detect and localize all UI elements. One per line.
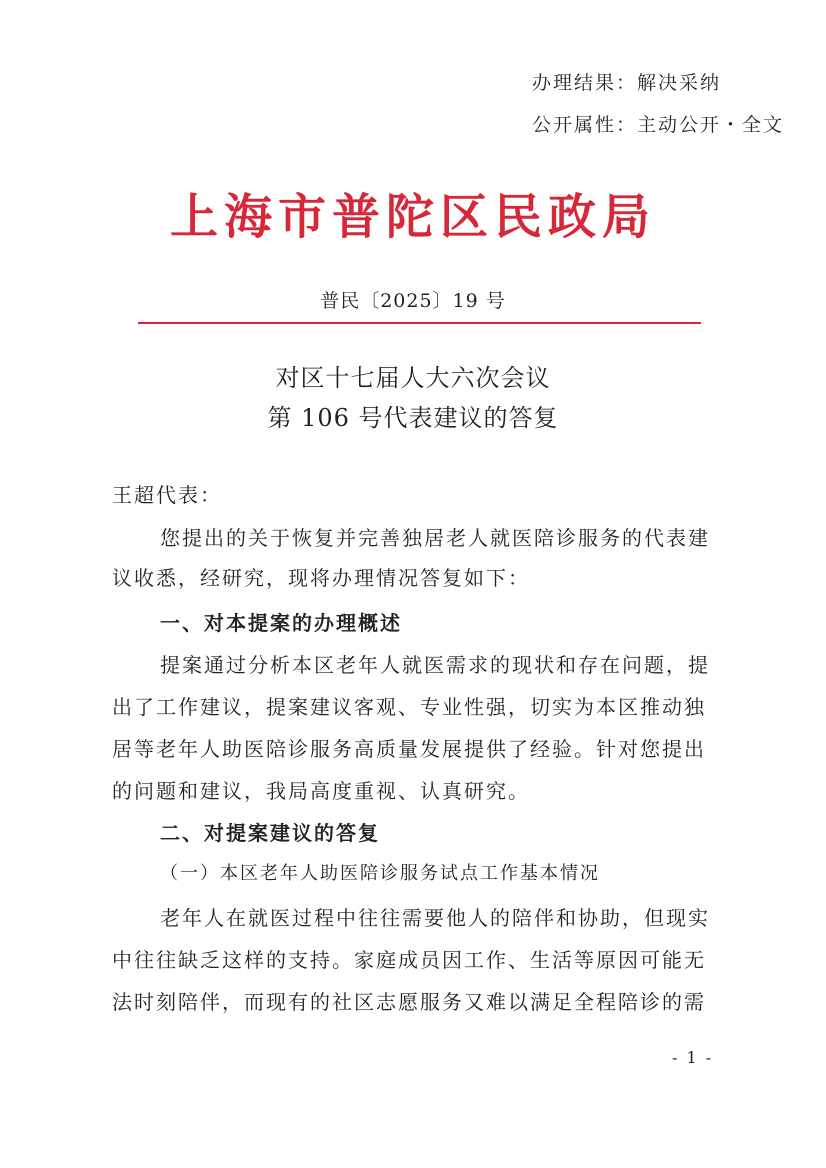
section-heading-1: 一、对本提案的办理概述 bbox=[160, 611, 402, 635]
issuing-organization-header: 上海市普陀区民政局 bbox=[169, 189, 656, 245]
paragraph-1-line-1: 提案通过分析本区老年人就医需求的现状和存在问题，提 bbox=[160, 653, 710, 677]
paragraph-2-line-3: 法时刻陪伴，而现有的社区志愿服务又难以满足全程陪诊的需 bbox=[112, 990, 706, 1014]
subsection-heading-1: （一）本区老年人助医陪诊服务试点工作基本情况 bbox=[160, 863, 600, 884]
intro-line-2: 议收悉，经研究，现将办理情况答复如下： bbox=[112, 566, 530, 590]
paragraph-2-line-2: 中往往缺乏这样的支持。家庭成员因工作、生活等原因可能无 bbox=[112, 948, 706, 972]
paragraph-1-line-2: 出了工作建议，提案建议客观、专业性强，切实为本区推动独 bbox=[112, 695, 706, 719]
document-title-line-2: 第 106 号代表建议的答复 bbox=[267, 404, 559, 432]
disclosure-attribute: 公开属性：主动公开・全文 bbox=[532, 114, 785, 136]
handling-result: 办理结果：解决采纳 bbox=[532, 72, 722, 94]
intro-line-1: 您提出的关于恢复并完善独居老人就医陪诊服务的代表建 bbox=[160, 526, 710, 550]
paragraph-1-line-3: 居等老年人助医陪诊服务高质量发展提供了经验。针对您提出 bbox=[112, 737, 706, 761]
page-number: - 1 - bbox=[672, 1048, 714, 1067]
paragraph-2-line-1: 老年人在就医过程中往往需要他人的陪伴和协助，但现实 bbox=[160, 906, 710, 930]
document-title-line-1: 对区十七届人大六次会议 bbox=[275, 364, 551, 392]
red-divider-line bbox=[138, 322, 701, 324]
paragraph-1-line-4: 的问题和建议，我局高度重视、认真研究。 bbox=[112, 779, 530, 803]
salutation: 王超代表： bbox=[112, 483, 222, 507]
section-heading-2: 二、对提案建议的答复 bbox=[160, 821, 380, 845]
document-number: 普民〔2025〕19 号 bbox=[320, 290, 506, 312]
